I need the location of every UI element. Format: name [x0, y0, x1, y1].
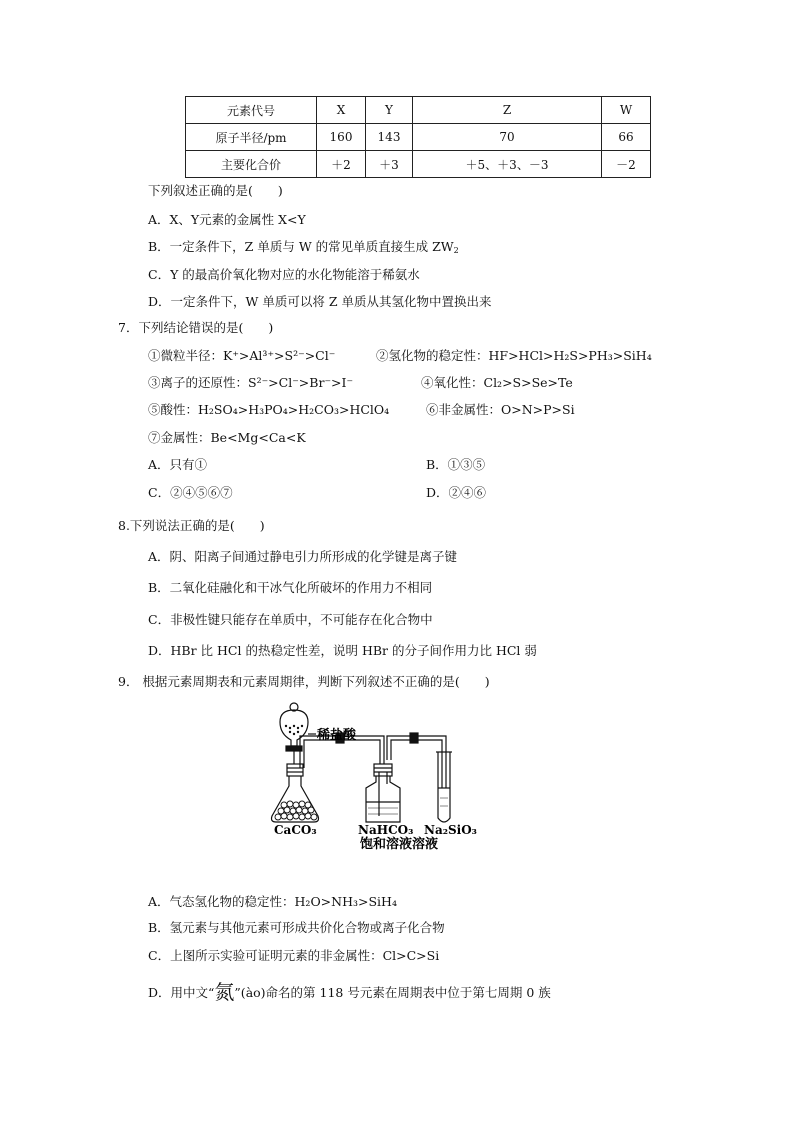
table-cell: 主要化合价	[186, 151, 317, 178]
table-cell: ＋3	[366, 151, 413, 178]
q9-option-b: B．氢元素与其他元素可形成共价化合物或离子化合物	[148, 920, 445, 935]
q8-option-d: D．HBr 比 HCl 的热稳定性差，说明 HBr 的分子间作用力比 HCl 弱	[148, 643, 537, 658]
q7-item-7: ⑦金属性：Be<Mg<Ca<K	[148, 430, 306, 445]
q7-option-d: D．②④⑥	[426, 485, 487, 500]
q6-option-b-subscript: 2	[453, 246, 459, 255]
q8-option-a: A．阴、阳离子间通过静电引力所形成的化学键是离子键	[148, 549, 458, 564]
label-flask: CaCO₃	[274, 823, 317, 837]
table-header-cell: Z	[413, 97, 602, 124]
label-acid: 稀盐酸	[317, 728, 357, 743]
q8-option-b: B．二氧化硅融化和干冰气化所破坏的作用力不相同	[148, 580, 433, 595]
label-tube: Na₂SiO₃	[424, 823, 477, 837]
q7-option-a: A．只有①	[148, 457, 208, 472]
q6-option-d: D．一定条件下，W 单质可以将 Z 单质从其氢化物中置换出来	[148, 294, 492, 309]
q6-stem: 下列叙述正确的是( )	[148, 183, 283, 198]
q7-item-1: ①微粒半径：K⁺>Al³⁺>S²⁻>Cl⁻	[148, 348, 336, 363]
q9-option-c: C．上图所示实验可证明元素的非金属性：Cl>C>Si	[148, 948, 440, 963]
table-cell: 66	[602, 124, 651, 151]
acid-liquid-icon	[285, 725, 303, 735]
element-table	[185, 96, 651, 178]
label-bottle: NaHCO₃	[358, 823, 414, 837]
table-cell: 160	[317, 124, 366, 151]
table-header-cell: X	[317, 97, 366, 124]
bottle-stopper-icon	[374, 764, 392, 776]
q6-option-b-text: B．一定条件下，Z 单质与 W 的常见单质直接生成 ZW	[148, 239, 454, 254]
q9-option-d	[148, 976, 551, 1005]
q7-item-6: ⑥非金属性：O>N>P>Si	[426, 402, 575, 417]
table-header-row	[186, 97, 651, 124]
table-header-cell: W	[602, 97, 651, 124]
table-cell: －2	[602, 151, 651, 178]
table-cell: 原子半径/pm	[186, 124, 317, 151]
q7-item-2: ②氢化物的稳定性：HF>HCl>H₂S>PH₃>SiH₄	[376, 348, 652, 363]
test-tube-icon	[438, 752, 450, 822]
bottle-liquid-icon	[368, 798, 448, 814]
wash-bottle-icon	[366, 776, 400, 822]
q7-stem: 7．下列结论错误的是( )	[118, 320, 274, 335]
table-cell: 70	[413, 124, 602, 151]
q8-stem: 8.下列说法正确的是( )	[118, 518, 265, 533]
q6-option-c: C．Y 的最高价氧化物对应的水化物能溶于稀氨水	[148, 267, 420, 282]
q9-option-d-pre: D．用中文“	[148, 985, 215, 1000]
q9-stem: 9． 根据元素周期表和元素周期律，判断下列叙述不正确的是( )	[118, 674, 490, 689]
q9-option-d-char: 氮	[214, 980, 235, 1004]
q6-option-b	[148, 237, 459, 255]
q8-option-c: C．非极性键只能存在单质中，不可能存在化合物中	[148, 612, 433, 627]
table-header-cell: 元素代号	[186, 97, 317, 124]
apparatus-figure	[260, 698, 500, 858]
q7-option-c: C．②④⑤⑥⑦	[148, 485, 233, 500]
table-cell: 143	[366, 124, 413, 151]
q9-option-a: A．气态氢化物的稳定性：H₂O>NH₃>SiH₄	[148, 894, 397, 909]
table-cell: ＋5、＋3、－3	[413, 151, 602, 178]
q7-item-5: ⑤酸性：H₂SO₄>H₃PO₄>H₂CO₃>HClO₄	[148, 402, 390, 417]
q7-item-3: ③离子的还原性：S²⁻>Cl⁻>Br⁻>I⁻	[148, 375, 354, 390]
caco3-solid-icon	[275, 801, 317, 820]
label-caption: 饱和溶液溶液	[360, 837, 439, 852]
table-header-cell: Y	[366, 97, 413, 124]
q7-option-b: B．①③⑤	[426, 457, 486, 472]
table-cell: ＋2	[317, 151, 366, 178]
table-row	[186, 124, 651, 151]
q7-item-4: ④氧化性：Cl₂>S>Se>Te	[421, 375, 573, 390]
q6-option-a: A．X、Y元素的金属性 X<Y	[148, 212, 306, 227]
flask-stopper-icon	[287, 764, 303, 776]
table-row	[186, 151, 651, 178]
q9-option-d-post: ”(ào)命名的第 118 号元素在周期表中位于第七周期 0 族	[234, 985, 551, 1000]
